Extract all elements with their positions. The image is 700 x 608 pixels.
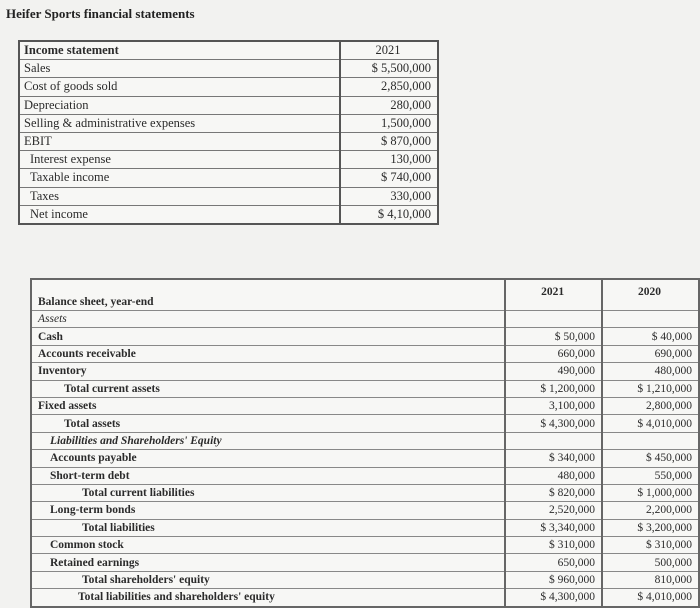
row-label: Accounts payable [31, 450, 505, 467]
assets-section-label: Assets [31, 311, 505, 328]
row-label: Short-term debt [31, 467, 505, 484]
value-2020: $ 40,000 [602, 328, 699, 345]
value-2021: $ 4,300,000 [505, 589, 602, 607]
row-label: Common stock [31, 537, 505, 554]
value-2021: $ 340,000 [505, 450, 602, 467]
value-2021: 650,000 [505, 554, 602, 571]
balance-header-row [31, 279, 699, 311]
table-row [31, 380, 699, 397]
table-row [31, 450, 699, 467]
value-2020: $ 1,210,000 [602, 380, 699, 397]
value-2020: $ 450,000 [602, 450, 699, 467]
value-2021: 480,000 [505, 467, 602, 484]
value-2021: $ 50,000 [505, 328, 602, 345]
table-row [31, 363, 699, 380]
row-value: 130,000 [340, 151, 438, 169]
value-2021: $ 1,200,000 [505, 380, 602, 397]
row-label: Total liabilities and shareholders' equity [31, 589, 505, 607]
value-2020: 690,000 [602, 345, 699, 362]
row-label: Total current assets [31, 380, 505, 397]
balance-year-2020: 2020 [602, 279, 699, 311]
table-row [31, 415, 699, 432]
value-2020: 550,000 [602, 467, 699, 484]
table-row [31, 571, 699, 588]
value-2021: $ 960,000 [505, 571, 602, 588]
value-2021: $ 3,340,000 [505, 519, 602, 536]
table-row [19, 96, 438, 114]
table-row [31, 484, 699, 501]
income-header-label: Income statement [19, 41, 340, 60]
value-2021: $ 310,000 [505, 537, 602, 554]
value-2021: 660,000 [505, 345, 602, 362]
row-label: Inventory [31, 363, 505, 380]
row-value: $ 5,500,000 [340, 60, 438, 78]
row-label: Total shareholders' equity [31, 571, 505, 588]
balance-header-label: Balance sheet, year-end [31, 279, 505, 311]
balance-year-2021: 2021 [505, 279, 602, 311]
row-value: 330,000 [340, 187, 438, 205]
value-2020: 810,000 [602, 571, 699, 588]
table-row [19, 169, 438, 187]
row-label: Total current liabilities [31, 484, 505, 501]
row-label: Fixed assets [31, 397, 505, 414]
table-row [19, 151, 438, 169]
table-row [31, 345, 699, 362]
value-2020: $ 1,000,000 [602, 484, 699, 501]
row-label: Taxes [19, 187, 340, 205]
table-row [19, 78, 438, 96]
table-row [19, 132, 438, 150]
value-2020: $ 4,010,000 [637, 591, 692, 604]
table-row [31, 589, 699, 607]
table-row [31, 537, 699, 554]
row-value: $ 4,10,000 [377, 206, 431, 221]
row-label: Interest expense [19, 151, 340, 169]
value-2021: $ 4,300,000 [505, 415, 602, 432]
table-row [31, 328, 699, 345]
row-label: Cash [31, 328, 505, 345]
table-row [19, 60, 438, 78]
value-2020: 2,200,000 [602, 502, 699, 519]
row-label: Taxable income [19, 169, 340, 187]
value-2020: $ 310,000 [602, 537, 699, 554]
table-row [31, 502, 699, 519]
row-label: Cost of goods sold [19, 78, 340, 96]
value-2020: 480,000 [602, 363, 699, 380]
row-label: Selling & administrative expenses [19, 114, 340, 132]
value-2020: $ 3,200,000 [602, 519, 699, 536]
row-label: Net income [19, 205, 340, 224]
value-2020: 500,000 [602, 554, 699, 571]
row-label: Retained earnings [31, 554, 505, 571]
liabilities-section-label: Liabilities and Shareholders' Equity [31, 432, 505, 449]
table-row [31, 397, 699, 414]
income-year: 2021 [340, 41, 438, 60]
table-row [19, 114, 438, 132]
section-row [31, 432, 699, 449]
row-label: Accounts receivable [31, 345, 505, 362]
row-label: Total assets [31, 415, 505, 432]
table-row [31, 554, 699, 571]
row-value: $ 870,000 [340, 132, 438, 150]
row-value: 1,500,000 [340, 114, 438, 132]
page-title: Heifer Sports financial statements [6, 6, 195, 21]
value-2021: 490,000 [505, 363, 602, 380]
value-2021: $ 820,000 [505, 484, 602, 501]
balance-sheet-table [30, 278, 700, 608]
row-label: EBIT [19, 132, 340, 150]
table-row [19, 205, 438, 224]
row-label: Depreciation [19, 96, 340, 114]
row-value: 280,000 [340, 96, 438, 114]
table-row [19, 187, 438, 205]
row-label: Total liabilities [31, 519, 505, 536]
row-label: Sales [19, 60, 340, 78]
value-2021: 3,100,000 [505, 397, 602, 414]
value-2020: 2,800,000 [602, 397, 699, 414]
income-statement-table [18, 40, 439, 225]
table-row [31, 467, 699, 484]
value-2020: $ 4,010,000 [602, 415, 699, 432]
row-value: 2,850,000 [340, 78, 438, 96]
income-header-row [19, 41, 438, 60]
row-label: Long-term bonds [31, 502, 505, 519]
value-2021: 2,520,000 [505, 502, 602, 519]
table-row [31, 519, 699, 536]
row-value: $ 740,000 [340, 169, 438, 187]
section-row [31, 311, 699, 328]
